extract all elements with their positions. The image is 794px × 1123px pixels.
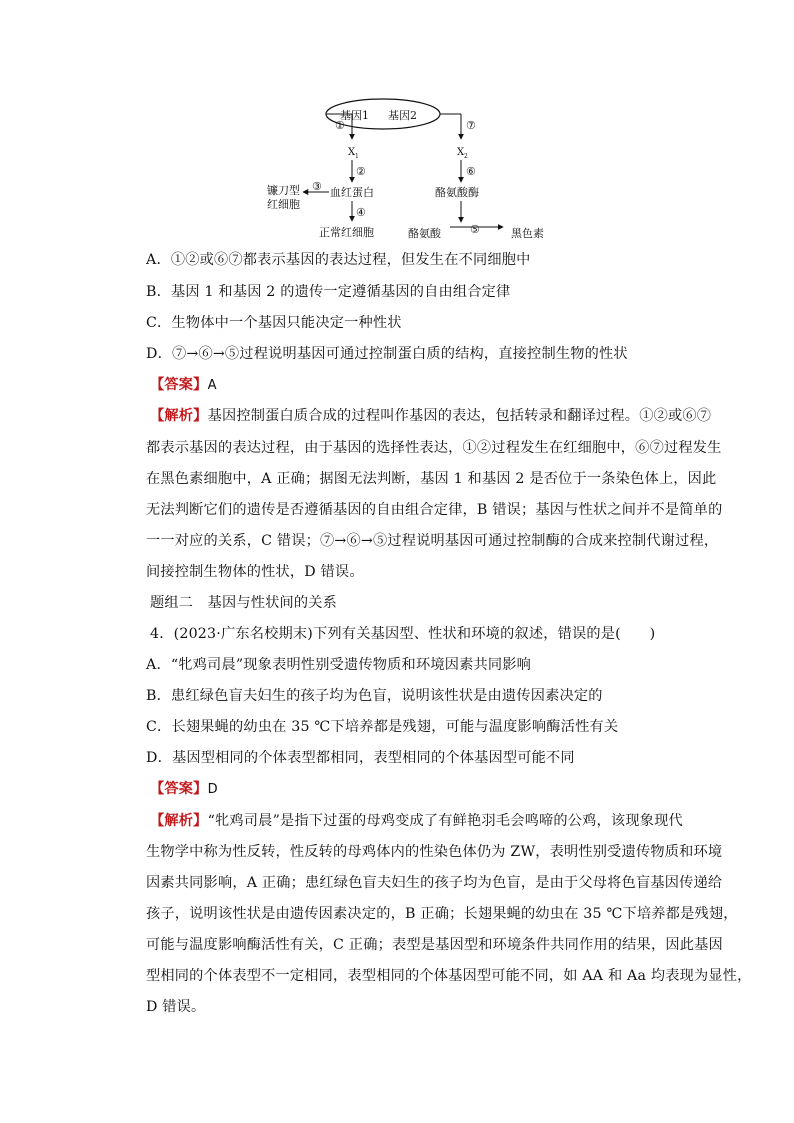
tyrosine-label: 酪氨酸 (408, 227, 441, 240)
gene-expression-diagram (255, 97, 555, 245)
x2-subscript: 2 (464, 153, 468, 160)
q3-analysis-text-1: 基因控制蛋白质合成的过程叫作基因的表达，包括转录和翻译过程。①②或⑥⑦ (207, 408, 712, 424)
q3-analysis-line-5: 一一对应的关系，C 错误；⑦→⑥→⑤过程说明基因可通过控制酶的合成来控制代谢过程， (146, 533, 719, 549)
q4-analysis-line-7: D 错误。 (146, 999, 206, 1015)
q3-analysis-line-6: 间接控制生物体的性状，D 错误。 (146, 564, 364, 580)
q3-option-a: A．①②或⑥⑦都表示基因的表达过程，但发生在不同细胞中 (146, 252, 531, 268)
q3-answer-tag: 【答案】 (150, 377, 208, 393)
step7-label: ⑦ (466, 119, 476, 132)
hemoglobin-label: 血红蛋白 (330, 186, 374, 199)
q3-answer (150, 375, 217, 396)
q4-analysis-line-2: 生物学中称为性反转，性反转的母鸡体内的性染色体仍为 ZW，表明性别受遗传物质和环境 (146, 844, 723, 860)
q3-analysis-line-3: 在黑色素细胞中，A 正确；据图无法判断，基因 1 和基因 2 是否位于一条染色体上，因此 (146, 471, 717, 487)
q4-answer (150, 779, 218, 800)
step4-label: ④ (356, 206, 366, 219)
q4-analysis-line-3: 因素共同影响，A 正确；患红绿色盲夫妇生的孩子均为色盲，是由于父母将色盲基因传递给 (146, 875, 723, 891)
q4-answer-tag: 【答案】 (150, 781, 208, 797)
q4-analysis-line-4: 孩子，说明该性状是由遗传因素决定的，B 正确；长翅果蝇的幼虫在 35 ℃下培养都是残翅， (146, 906, 738, 922)
group2-title: 题组二 基因与性状间的关系 (150, 595, 338, 611)
q3-option-b: B．基因 1 和基因 2 的遗传一定遵循基因的自由组合定律 (146, 284, 511, 300)
step2-label: ② (356, 165, 366, 178)
gene2-label: 基因2 (388, 109, 417, 122)
q3-analysis-tag: 【解析】 (150, 408, 208, 424)
q4-analysis-text-1: “牝鸡司晨”是指下过蛋的母鸡变成了有鲜艳羽毛会鸣啼的公鸡，该现象现代 (207, 813, 683, 829)
q4-option-d: D．基因型相同的个体表型都相同，表型相同的个体基因型可能不同 (146, 750, 575, 766)
q4-option-a: A．“牝鸡司晨”现象表明性别受遗传物质和环境因素共同影响 (146, 657, 532, 673)
tyrosinase-label: 酪氨酸酶 (435, 186, 479, 199)
q4-analysis-line-6: 型相同的个体表型不一定相同，表型相同的个体基因型可能不同，如 AA 和 Aa 均表现为显性， (146, 968, 752, 984)
q3-answer-value: A (207, 378, 217, 393)
q4-analysis-tag: 【解析】 (150, 813, 208, 829)
melanin-label: 黑色素 (511, 227, 544, 240)
x1-subscript: 1 (355, 153, 359, 160)
q4-option-b: B．患红绿色盲夫妇生的孩子均为色盲，说明该性状是由遗传因素决定的 (146, 688, 603, 704)
q3-option-c: C．生物体中一个基因只能决定一种性状 (146, 315, 402, 331)
x1-label: X (348, 147, 356, 158)
q4-option-c: C．长翅果蝇的幼虫在 35 ℃下培养都是残翅，可能与温度影响酶活性有关 (146, 719, 619, 735)
step5-label: ⑤ (470, 223, 480, 236)
step6-label: ⑥ (466, 165, 476, 178)
q4-stem: 4．(2023·广东名校期末)下列有关基因型、性状和环境的叙述，错误的是( ) (150, 626, 656, 642)
normal-rbc-label: 正常红细胞 (319, 226, 374, 239)
q3-analysis-line-2: 都表示基因的表达过程，由于基因的选择性表达，①②过程发生在红细胞中，⑥⑦过程发生 (146, 440, 722, 456)
step3-label: ③ (312, 180, 322, 193)
sickle-label-line1: 镰刀型 (267, 184, 300, 197)
q4-analysis-line-1 (150, 811, 683, 831)
sickle-label-line2: 红细胞 (267, 198, 300, 211)
q4-analysis-line-5: 可能与温度影响酶活性有关，C 正确；表型是基因型和环境条件共同作用的结果，因此基因 (146, 937, 723, 953)
x2-label: X (457, 147, 465, 158)
q3-option-d: D．⑦→⑥→⑤过程说明基因可通过控制蛋白质的结构，直接控制生物的性状 (146, 346, 628, 362)
q3-analysis-line-1 (150, 406, 711, 426)
gene1-label: 基因1 (340, 109, 369, 122)
step1-label: ① (335, 119, 345, 132)
q4-answer-value: D (207, 782, 218, 797)
q3-analysis-line-4: 无法判断它们的遗传是否遵循基因的自由组合定律，B 错误；基因与性状之间并不是简单的 (146, 502, 723, 518)
